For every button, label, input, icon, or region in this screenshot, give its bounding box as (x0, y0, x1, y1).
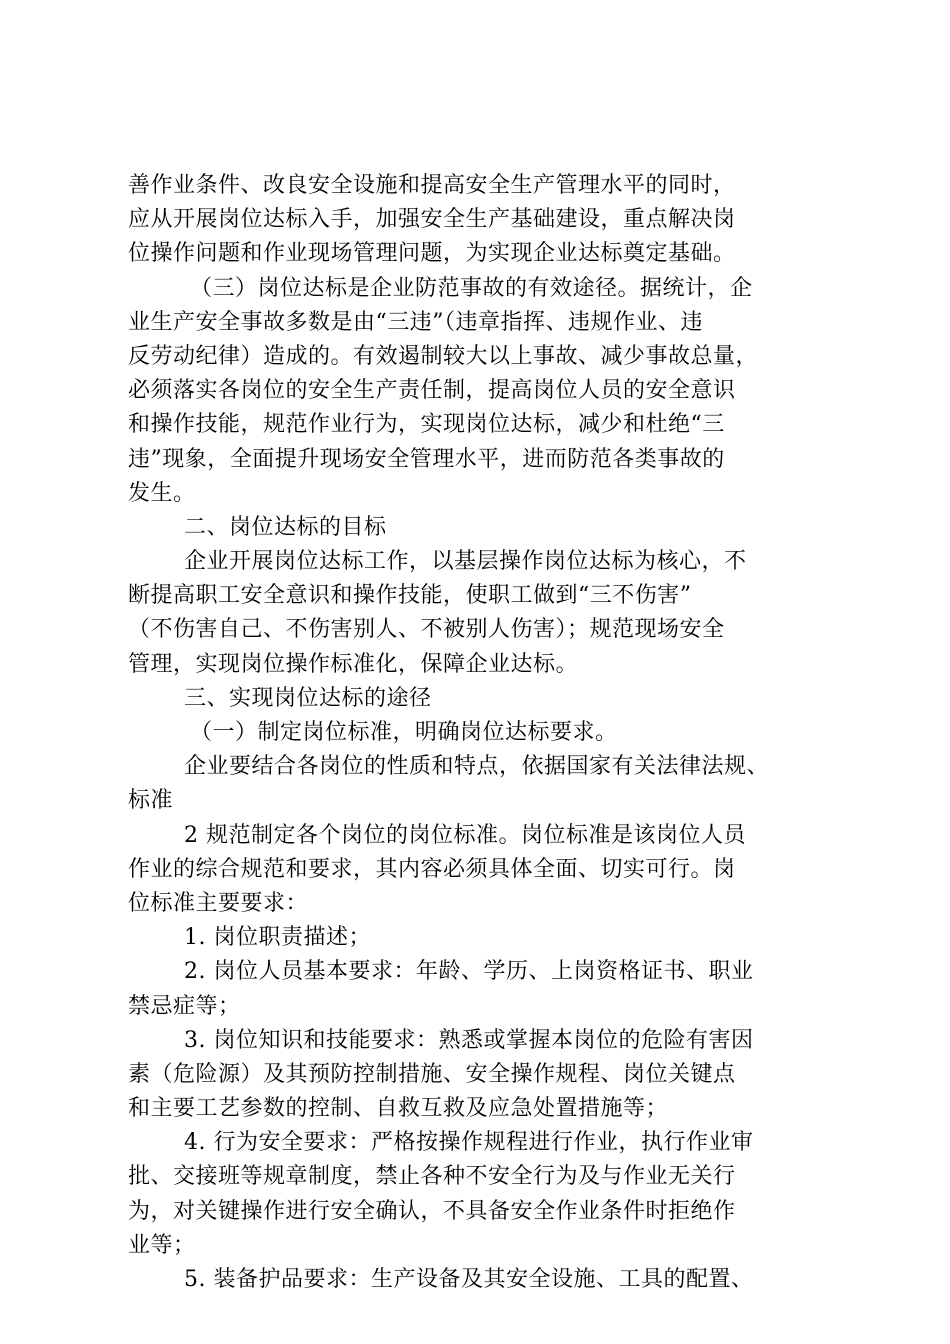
text-line: 企业要结合各岗位的性质和特点，依据国家有关法律法规、 (184, 754, 770, 780)
text-line: 为，对关键操作进行安全确认，不具备安全作业条件时拒绝作 (128, 1198, 736, 1224)
text-line: 3. 岗位知识和技能要求：熟悉或掌握本岗位的危险有害因 (184, 1027, 754, 1053)
text-line: 禁忌症等； (128, 993, 241, 1019)
text-line: 应从开展岗位达标入手，加强安全生产基础建设，重点解决岗 (128, 207, 736, 233)
text-line: 违”现象，全面提升现场安全管理水平，进而防范各类事故的 (128, 446, 725, 472)
text-line: （一）制定岗位标准，明确岗位达标要求。 (190, 720, 618, 745)
text-line: 业等； (128, 1232, 196, 1258)
text-line: 批、交接班等规章制度，禁止各种不安全行为及与作业无关行 (128, 1164, 736, 1190)
text-line: 位操作问题和作业现场管理问题，为实现企业达标奠定基础。 (128, 241, 736, 267)
text-line: 三、实现岗位达标的途径 (184, 685, 432, 711)
text-line: 业生产安全事故多数是由“三违”（违章指挥、违规作业、违 (128, 309, 703, 335)
text-line: （不伤害自己、不伤害别人、不被别人伤害）；规范现场安全 (128, 617, 725, 643)
text-line: 反劳动纪律）造成的。有效遏制较大以上事故、减少事故总量， (128, 343, 759, 369)
text-line: 2 规范制定各个岗位的岗位标准。岗位标准是该岗位人员 (184, 822, 746, 848)
document-body (128, 169, 840, 1297)
text-line: 必须落实各岗位的安全生产责任制，提高岗位人员的安全意识 (128, 378, 736, 404)
text-line: 5. 装备护品要求：生产设备及其安全设施、工具的配置、 (184, 1267, 754, 1292)
text-line: 素（危险源）及其预防控制措施、安全操作规程、岗位关键点 (128, 1061, 736, 1087)
text-line: 2. 岗位人员基本要求：年龄、学历、上岗资格证书、职业 (184, 959, 754, 985)
text-line: （三）岗位达标是企业防范事故的有效途径。据统计，企 (190, 275, 753, 301)
text-line: 4. 行为安全要求：严格按操作规程进行作业，执行作业审 (184, 1130, 754, 1156)
text-line: 二、岗位达标的目标 (184, 514, 387, 540)
text-line: 1. 岗位职责描述； (184, 925, 371, 951)
text-line: 和主要工艺参数的控制、自救互救及应急处置措施等； (128, 1096, 669, 1122)
text-line: 断提高职工安全意识和操作技能，使职工做到“三不伤害” (128, 583, 692, 609)
text-line: 发生。 (128, 480, 196, 506)
text-line: 标准 (128, 788, 174, 814)
text-line: 善作业条件、改良安全设施和提高安全生产管理水平的同时， (128, 173, 736, 198)
text-line: 企业开展岗位达标工作，以基层操作岗位达标为核心，不 (184, 549, 747, 575)
text-line: 作业的综合规范和要求，其内容必须具体全面、切实可行。岗 (128, 856, 736, 882)
text-line: 管理，实现岗位操作标准化，保障企业达标。 (128, 651, 579, 677)
text-line: 位标准主要要求： (128, 890, 309, 916)
text-line: 和操作技能，规范作业行为，实现岗位达标，减少和杜绝“三 (128, 412, 725, 438)
